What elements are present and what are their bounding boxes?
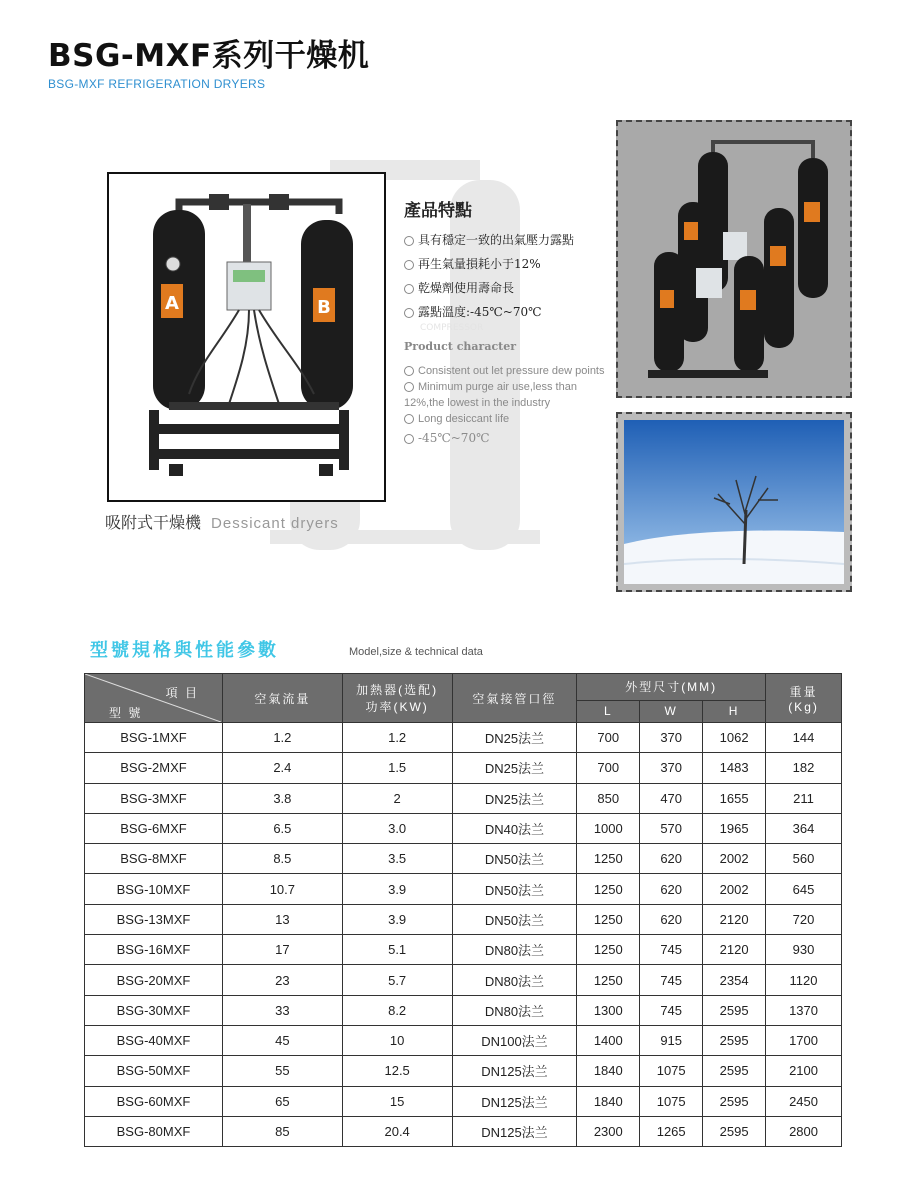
table-cell: 5.1	[342, 935, 452, 965]
table-cell: 1120	[766, 965, 842, 995]
table-cell: 20.4	[342, 1116, 452, 1146]
table-cell: 3.5	[342, 844, 452, 874]
table-cell: 211	[766, 783, 842, 813]
table-cell: 1300	[577, 995, 640, 1025]
header-dims: 外型尺寸(MM)	[577, 674, 766, 701]
caption-en: Dessicant dryers	[211, 515, 339, 532]
header-l: L	[577, 700, 640, 722]
feature-item-zh: 露點溫度:-45℃~70℃	[404, 303, 614, 320]
table-cell: 2595	[703, 1116, 766, 1146]
header-flow: 空氣流量	[222, 674, 342, 723]
table-row	[85, 753, 842, 783]
table-cell: 8.2	[342, 995, 452, 1025]
table-cell: 560	[766, 844, 842, 874]
table-cell: 470	[640, 783, 703, 813]
bullet-icon	[404, 236, 414, 246]
table-row	[85, 935, 842, 965]
table-cell: DN25法兰	[452, 783, 577, 813]
table-cell: 850	[577, 783, 640, 813]
table-cell: 700	[577, 723, 640, 753]
table-cell: 1075	[640, 1086, 703, 1116]
product-features	[404, 196, 614, 446]
table-cell: 620	[640, 904, 703, 934]
table-cell: 370	[640, 723, 703, 753]
table-cell: 1.2	[222, 723, 342, 753]
table-cell: 65	[222, 1086, 342, 1116]
bullet-icon	[404, 434, 414, 444]
table-cell: 2	[342, 783, 452, 813]
table-cell: 1250	[577, 844, 640, 874]
header-diagonal-line	[85, 674, 221, 722]
table-cell: DN80法兰	[452, 935, 577, 965]
table-row	[85, 965, 842, 995]
table-cell: 1483	[703, 753, 766, 783]
table-cell: BSG-60MXF	[85, 1086, 223, 1116]
table-cell: 1075	[640, 1056, 703, 1086]
feature-item-zh: 具有穩定一致的出氣壓力露點	[404, 231, 614, 248]
bullet-icon	[404, 308, 414, 318]
dessicant-dryer-photo	[107, 172, 386, 502]
dryer-group-photo	[616, 120, 852, 398]
table-cell: BSG-8MXF	[85, 844, 223, 874]
header-model: 型 號	[109, 706, 143, 720]
table-cell: 2450	[766, 1086, 842, 1116]
table-row	[85, 783, 842, 813]
table-row	[85, 723, 842, 753]
table-row	[85, 995, 842, 1025]
table-cell: BSG-3MXF	[85, 783, 223, 813]
table-cell: DN40法兰	[452, 813, 577, 843]
dryer-illustration	[109, 174, 384, 500]
table-cell: BSG-50MXF	[85, 1056, 223, 1086]
header-pipe: 空氣接管口徑	[452, 674, 577, 723]
table-row	[85, 874, 842, 904]
table-cell: 645	[766, 874, 842, 904]
feature-item-zh: 乾燥劑使用壽命長	[404, 279, 614, 296]
table-cell: 3.8	[222, 783, 342, 813]
table-cell: BSG-20MXF	[85, 965, 223, 995]
table-cell: 2.4	[222, 753, 342, 783]
table-cell: DN100法兰	[452, 1025, 577, 1055]
table-cell: DN80法兰	[452, 965, 577, 995]
table-cell: 45	[222, 1025, 342, 1055]
table-cell: 620	[640, 874, 703, 904]
header-item: 項 目	[165, 686, 199, 700]
spec-table	[84, 673, 842, 1147]
table-cell: 930	[766, 935, 842, 965]
table-cell: 3.9	[342, 904, 452, 934]
table-cell: 1700	[766, 1025, 842, 1055]
table-cell: 370	[640, 753, 703, 783]
table-cell: BSG-2MXF	[85, 753, 223, 783]
header-power-line1: 加熱器(选配)	[356, 683, 439, 697]
table-cell: 570	[640, 813, 703, 843]
table-cell: 1250	[577, 904, 640, 934]
spec-table-body	[85, 723, 842, 1147]
table-cell: 144	[766, 723, 842, 753]
header-weight-line2: (Kg)	[788, 699, 819, 714]
feature-item-zh: 再生氣量損耗小于12%	[404, 255, 614, 272]
table-cell: 33	[222, 995, 342, 1025]
header-power	[342, 674, 452, 723]
bullet-icon	[404, 284, 414, 294]
table-cell: 1062	[703, 723, 766, 753]
table-cell: 1.5	[342, 753, 452, 783]
table-cell: 15	[342, 1086, 452, 1116]
table-cell: BSG-13MXF	[85, 904, 223, 934]
table-cell: 1265	[640, 1116, 703, 1146]
table-cell: 720	[766, 904, 842, 934]
table-cell: 182	[766, 753, 842, 783]
table-cell: 3.9	[342, 874, 452, 904]
table-cell: DN125法兰	[452, 1056, 577, 1086]
table-cell: DN25法兰	[452, 753, 577, 783]
bullet-icon	[404, 382, 414, 392]
feature-item-en: -45℃~70℃	[404, 430, 614, 446]
table-row	[85, 1056, 842, 1086]
table-cell: 2595	[703, 1056, 766, 1086]
table-cell: 2800	[766, 1116, 842, 1146]
dryer-group-illustration	[618, 122, 850, 396]
table-cell: 1965	[703, 813, 766, 843]
table-cell: 1250	[577, 935, 640, 965]
table-cell: 85	[222, 1116, 342, 1146]
photo-caption	[105, 510, 339, 533]
table-cell: BSG-10MXF	[85, 874, 223, 904]
header-weight	[766, 674, 842, 723]
table-cell: 1000	[577, 813, 640, 843]
ghost-text: COMPRESSOR	[420, 323, 484, 333]
table-cell: 2002	[703, 844, 766, 874]
table-cell: 1370	[766, 995, 842, 1025]
table-cell: 1840	[577, 1056, 640, 1086]
table-cell: DN50法兰	[452, 844, 577, 874]
table-cell: 2100	[766, 1056, 842, 1086]
table-cell: 2595	[703, 1025, 766, 1055]
page-title: BSG-MXF系列干燥机	[48, 38, 370, 74]
table-cell: 12.5	[342, 1056, 452, 1086]
table-cell: 1250	[577, 874, 640, 904]
bullet-icon	[404, 414, 414, 424]
table-cell: 55	[222, 1056, 342, 1086]
table-cell: 745	[640, 965, 703, 995]
table-cell: 700	[577, 753, 640, 783]
table-cell: 1840	[577, 1086, 640, 1116]
table-cell: 2002	[703, 874, 766, 904]
table-row	[85, 1025, 842, 1055]
table-cell: 8.5	[222, 844, 342, 874]
table-cell: 17	[222, 935, 342, 965]
table-cell: DN125法兰	[452, 1086, 577, 1116]
table-cell: DN50法兰	[452, 874, 577, 904]
table-cell: DN125法兰	[452, 1116, 577, 1146]
table-cell: 745	[640, 995, 703, 1025]
table-cell: 620	[640, 844, 703, 874]
table-cell: DN50法兰	[452, 904, 577, 934]
spec-title: 型號規格與性能參數	[90, 640, 279, 661]
landscape-illustration	[618, 414, 850, 590]
header-power-line2: 功率(KW)	[365, 700, 429, 714]
table-cell: 745	[640, 935, 703, 965]
bullet-icon	[404, 366, 414, 376]
feature-item-en: Long desiccant life	[404, 411, 614, 427]
table-cell: 23	[222, 965, 342, 995]
table-cell: 2595	[703, 995, 766, 1025]
caption-zh: 吸附式干燥機	[105, 513, 202, 532]
table-cell: 5.7	[342, 965, 452, 995]
tank-a-label: A	[165, 293, 179, 314]
table-cell: 2595	[703, 1086, 766, 1116]
header-w: W	[640, 700, 703, 722]
table-cell: BSG-80MXF	[85, 1116, 223, 1146]
table-cell: 2120	[703, 904, 766, 934]
header-h: H	[703, 700, 766, 722]
table-cell: 3.0	[342, 813, 452, 843]
feature-item-en: Minimum purge air use,less than 12%,the lowest in the industry	[404, 381, 577, 409]
table-cell: DN80法兰	[452, 995, 577, 1025]
table-row	[85, 844, 842, 874]
table-cell: DN25法兰	[452, 723, 577, 753]
table-cell: 1655	[703, 783, 766, 813]
table-row	[85, 1116, 842, 1146]
table-cell: 1.2	[342, 723, 452, 753]
header-item-model	[85, 674, 223, 723]
table-cell: 2354	[703, 965, 766, 995]
table-cell: 364	[766, 813, 842, 843]
feature-item-en: Consistent out let pressure dew points	[404, 363, 614, 379]
winter-landscape-photo	[616, 412, 852, 592]
table-cell: 10	[342, 1025, 452, 1055]
page-subtitle: BSG-MXF REFRIGERATION DRYERS	[48, 77, 266, 91]
table-cell: 6.5	[222, 813, 342, 843]
table-cell: 2120	[703, 935, 766, 965]
table-cell: BSG-40MXF	[85, 1025, 223, 1055]
table-cell: 915	[640, 1025, 703, 1055]
header-weight-line1: 重量	[789, 684, 818, 699]
tank-b-label: B	[317, 297, 331, 318]
table-cell: 13	[222, 904, 342, 934]
features-title-en: Product character	[404, 340, 517, 353]
table-cell: 1250	[577, 965, 640, 995]
features-title-zh: 產品特點	[404, 201, 472, 221]
bullet-icon	[404, 260, 414, 270]
spec-subtitle: Model,size & technical data	[349, 646, 483, 658]
table-row	[85, 813, 842, 843]
table-cell: BSG-16MXF	[85, 935, 223, 965]
table-cell: BSG-30MXF	[85, 995, 223, 1025]
table-cell: 10.7	[222, 874, 342, 904]
table-row	[85, 904, 842, 934]
table-cell: BSG-6MXF	[85, 813, 223, 843]
table-cell: 2300	[577, 1116, 640, 1146]
table-row	[85, 1086, 842, 1116]
table-cell: BSG-1MXF	[85, 723, 223, 753]
table-cell: 1400	[577, 1025, 640, 1055]
